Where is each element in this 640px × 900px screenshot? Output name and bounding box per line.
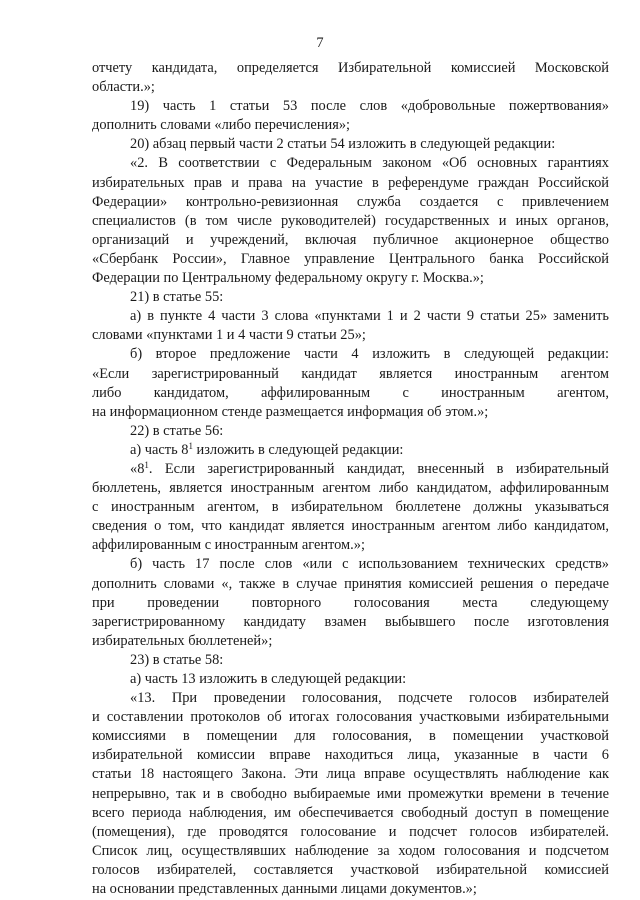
paragraph-14-line-7: всего периода наблюдения, им обеспечивается свободный доступ в помещение <box>92 804 609 821</box>
paragraph-3-line-1: 20) абзац первый части 2 статьи 54 изложить в следующей редакции: <box>130 136 556 153</box>
paragraph-7-line-3: либо кандидатом, аффилированным с иностранным агентом, <box>92 384 609 401</box>
paragraph-4-line-2: избирательных прав и права на участие в референдуме граждан Российской <box>92 174 609 191</box>
paragraph-10-line-3: с иностранным агентом, в избирательном бюллетене должны указываться <box>92 499 609 516</box>
superscript: 1 <box>144 459 149 470</box>
paragraph-1-line-1: отчету кандидата, определяется Избирательной комиссией Московской <box>92 60 609 76</box>
paragraph-14-line-5: статьи 18 настоящего Закона. Эти лица вправе осуществлять наблюдение как <box>92 766 609 783</box>
paragraph-7-line-1: б) второе предложение части 4 изложить в следующей редакции: <box>130 346 609 363</box>
superscript: 1 <box>188 440 193 451</box>
paragraph-10-line-5: аффилированным с иностранным агентом.»; <box>92 537 365 554</box>
paragraph-14-line-1: «13. При проведении голосования, подсчете голосов избирателей <box>130 690 609 707</box>
paragraph-10-line-4: сведения о том, что кандидат является иностранным агентом либо кандидатом, <box>92 518 609 535</box>
paragraph-14-line-2: и составлении протоколов об итогах голосования участковыми избирательными <box>92 709 609 726</box>
paragraph-7-line-4: на информационном стенде размещается информация об этом.»; <box>92 403 489 420</box>
paragraph-14-line-11: на основании представленных данными лицами документов.»; <box>92 881 477 898</box>
paragraph-14-line-8: (помещения), где проводятся голосование и подсчет голосов избирателей. <box>92 823 609 840</box>
paragraph-9-line-1 <box>92 441 609 460</box>
text-after-superscript: . Если зарегистрированный кандидат, внесенный в избирательный <box>148 460 609 477</box>
paragraph-4-line-7: Федерации по Центральному федеральному округу г. Москва.»; <box>92 270 484 287</box>
paragraph-2-line-2: дополнить словами «либо перечисления»; <box>92 117 351 134</box>
paragraph-6-line-1: а) в пункте 4 части 3 слова «пунктами 1 и 2 части 9 статьи 25» заменить <box>130 308 609 325</box>
paragraph-11-line-5: избирательных бюллетеней»; <box>92 632 273 649</box>
text-before-superscript: а) часть 8 <box>130 441 189 458</box>
paragraph-10-line-1 <box>92 460 609 479</box>
paragraph-4-line-5: организаций и учреждений, включая публичное акционерное общество <box>92 231 609 248</box>
paragraph-4-line-3: Федерации» контрольно-ревизионная служба создается с привлечением <box>92 193 609 210</box>
paragraph-4-line-4: специалистов (в том числе руководителей) государственных и иных органов, <box>92 212 609 229</box>
paragraph-1-line-2: области.»; <box>92 79 155 96</box>
page-number: 7 <box>316 35 324 51</box>
paragraph-14-line-9: Список лиц, осуществлявших наблюдение за ходом голосования и подсчетом <box>92 842 609 859</box>
paragraph-2-line-1: 19) часть 1 статьи 53 после слов «добровольные пожертвования» <box>130 98 609 115</box>
text-before-superscript: «8 <box>130 460 145 477</box>
paragraph-14-line-4: избирательной комиссии вправе находиться лица, указанные в части 6 <box>92 747 609 764</box>
paragraph-6-line-2: словами «пунктами 1 и 4 части 9 статьи 25»; <box>92 327 366 344</box>
paragraph-11-line-3: при проведении повторного голосования места следующему <box>92 594 609 611</box>
paragraph-14-line-3: комиссиями в помещении для голосования, в помещении участковой <box>92 728 609 745</box>
paragraph-11-line-2: дополнить словами «, также в случае принятия комиссией решения о передаче <box>92 575 609 592</box>
paragraph-13-line-1: а) часть 13 изложить в следующей редакции: <box>130 671 407 687</box>
paragraph-10-line-2: бюллетень, является иностранным агентом либо кандидатом, аффилированным <box>92 480 609 497</box>
paragraph-8-line-1: 22) в статье 56: <box>130 422 224 439</box>
paragraph-4-line-1: «2. В соответствии с Федеральным законом «Об основных гарантиях <box>130 155 609 172</box>
paragraph-14-line-6: непрерывно, так и в свободно выбираемые ими промежутки времени в течение <box>92 785 609 802</box>
paragraph-12-line-1: 23) в статье 58: <box>130 651 224 668</box>
document-body <box>92 59 609 899</box>
text-after-superscript: изложить в следующей редакции: <box>192 441 404 458</box>
paragraph-7-line-2: «Если зарегистрированный кандидат является иностранным агентом <box>92 365 609 382</box>
paragraph-14-line-10: голосов избирателей, составляется участковой избирательной комиссией <box>92 861 609 878</box>
paragraph-4-line-6: «Сбербанк России», Главное управление Центрального банка Российской <box>92 250 609 267</box>
paragraph-11-line-4: зарегистрированному кандидату взамен выбывшего после изготовления <box>92 613 609 630</box>
paragraph-5-line-1: 21) в статье 55: <box>130 289 224 306</box>
paragraph-11-line-1: б) часть 17 после слов «или с использованием технических средств» <box>130 556 609 573</box>
